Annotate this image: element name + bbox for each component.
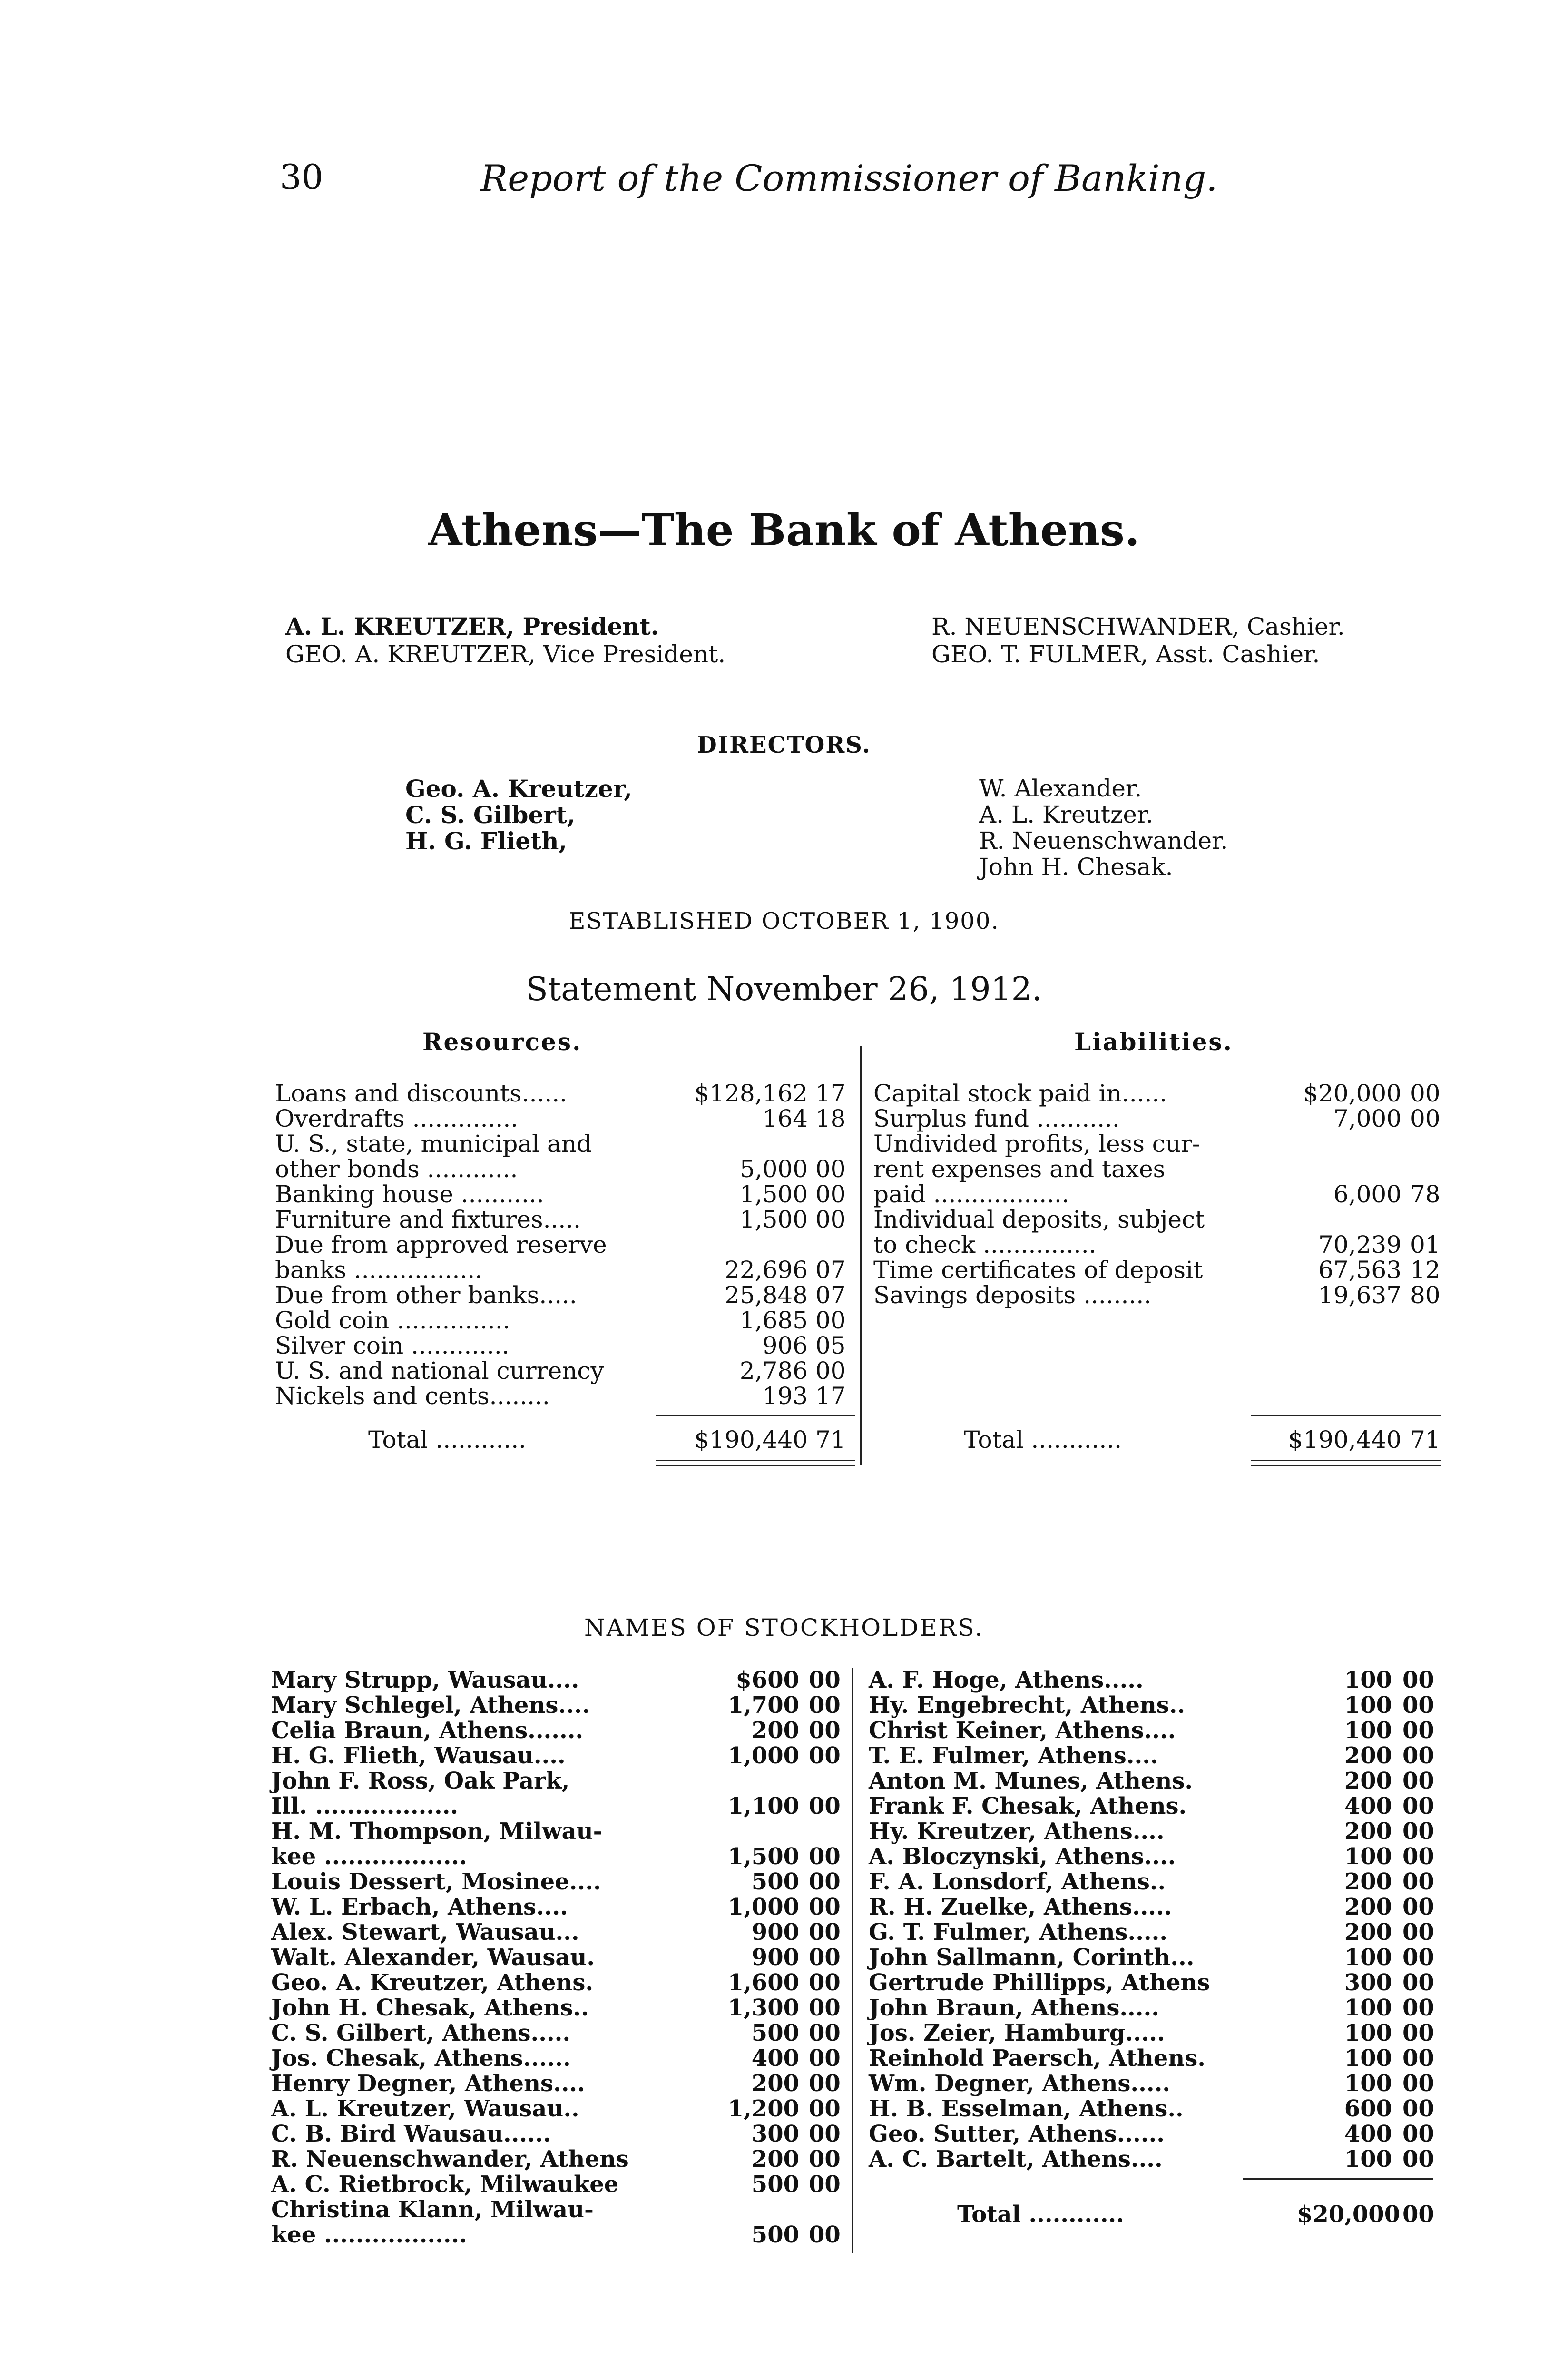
amount-dollars: 100 [1344,1843,1392,1870]
amount-cents: 00 [809,1793,841,1819]
resource-row [275,1131,855,1157]
stockholder-row [869,2147,1444,2172]
row-label: H. B. Esselman, Athens.. [869,2095,1184,2122]
director-name: R. Neuenschwander. [979,827,1228,855]
row-label: Overdrafts .............. [275,1105,519,1132]
row-label: Louis Dessert, Mosinee.... [271,1868,601,1895]
resource-row [275,1384,855,1409]
amount-dollars: 500 [751,2222,799,2248]
amount-dollars: 164 [762,1105,808,1132]
row-label: U. S., state, municipal and [275,1130,592,1158]
stockholders-heading: NAMES OF STOCKHOLDERS. [584,1614,984,1642]
stockholder-row [869,1794,1444,1819]
bank-title: Athens—The Bank of Athens. [428,504,1140,556]
amount-dollars: 900 [751,1919,799,1946]
established-date: ESTABLISHED OCTOBER 1, 1900. [568,908,1000,934]
amount-cents: 00 [809,1717,841,1744]
stockholder-row [869,2046,1444,2071]
amount-dollars: 200 [1344,1894,1392,1920]
amount-cents: 00 [1402,1818,1434,1845]
row-label: U. S. and national currency [275,1357,604,1385]
amount-cents: 00 [1410,1080,1441,1107]
stockholders-right-list [869,1668,1444,2172]
amount-cents: 01 [1410,1231,1441,1258]
amount-cents: 00 [1402,2146,1434,2173]
amount-cents: 00 [809,1868,841,1895]
stockholder-row [271,2222,847,2248]
amount-cents: 00 [809,2070,841,2097]
stockholder-row [271,1920,847,1945]
stockholder-row [271,2172,847,2197]
row-label: F. A. Lonsdorf, Athens.. [869,1868,1166,1895]
amount-cents: 00 [809,2222,841,2248]
row-label: John Sallmann, Corinth... [869,1944,1195,1971]
stockholder-row [869,2096,1444,2122]
amount-dollars: 70,239 [1318,1231,1401,1258]
director-name: H. G. Flieth, [405,827,567,855]
stockholder-row [869,1819,1444,1844]
stockholders-total [869,2202,1444,2227]
stockholder-row [271,1718,847,1743]
amount-cents: 00 [1402,1969,1434,1996]
row-label: banks ................. [275,1256,483,1284]
resource-row [275,1081,855,1106]
amount-dollars: $128,162 [694,1080,808,1107]
row-label: W. L. Erbach, Athens.... [271,1894,568,1920]
row-label: R. H. Zuelke, Athens..... [869,1894,1172,1920]
amount-dollars: 100 [1344,1692,1392,1719]
stockholder-row [271,1819,847,1844]
row-label: C. S. Gilbert, Athens..... [271,2020,571,2046]
amount-dollars: $20,000 [1303,1080,1401,1107]
stockholder-row [869,1668,1444,1693]
row-label: Anton M. Munes, Athens. [869,1768,1193,1794]
amount-dollars: 906 [762,1332,808,1359]
row-label: Frank F. Chesak, Athens. [869,1793,1187,1819]
amount-cents: 00 [1402,1742,1434,1769]
stockholder-row [271,1970,847,1996]
row-label: to check ............... [873,1231,1097,1258]
row-label: A. L. Kreutzer, Wausau.. [271,2095,579,2122]
row-label: paid .................. [873,1180,1069,1208]
row-label: Jos. Zeier, Hamburg..... [869,2020,1165,2046]
total-dollars: $20,000 [1297,2201,1401,2228]
total-label: Total ............ [964,1426,1122,1454]
amount-dollars: 1,500 [739,1206,808,1233]
row-label: Geo. Sutter, Athens...... [869,2121,1165,2147]
director-name: Geo. A. Kreutzer, [405,775,632,803]
amount-dollars: 100 [1344,1995,1392,2021]
stockholder-row [869,1844,1444,1869]
amount-dollars: 200 [751,2146,799,2173]
amount-dollars: 100 [1344,2070,1392,2097]
stockholder-row [271,2147,847,2172]
stockholder-row [271,1743,847,1769]
amount-cents: 00 [1410,1105,1441,1132]
amount-cents: 00 [809,1944,841,1971]
stockholder-row [869,1895,1444,1920]
stockholders-total-rule [1243,2178,1433,2180]
total-label: Total ............ [368,1426,527,1454]
total-cents: 00 [1402,2201,1434,2228]
stockholder-row [271,1668,847,1693]
liabilities-heading: Liabilities. [1074,1028,1233,1056]
resource-row [275,1157,855,1182]
amount-cents: 00 [1402,1717,1434,1744]
resources-heading: Resources. [422,1028,582,1056]
amount-dollars: 1,000 [727,1742,799,1769]
director-name: A. L. Kreutzer. [979,801,1154,828]
row-label: kee .................. [271,2222,467,2248]
row-label: Surplus fund ........... [873,1105,1120,1132]
row-label: Capital stock paid in...... [873,1080,1167,1107]
stockholders-divider [852,1668,853,2253]
amount-dollars: 500 [751,2171,799,2198]
director-name: John H. Chesak. [979,853,1173,881]
amount-dollars: 1,600 [727,1969,799,1996]
amount-cents: 00 [1402,1667,1434,1693]
resource-row [275,1182,855,1207]
amount-cents: 00 [809,2020,841,2046]
officer-president: A. L. KREUTZER, President. [285,612,659,640]
statement-heading: Statement November 26, 1912. [526,971,1042,1008]
amount-cents: 00 [809,1742,841,1769]
row-label: Wm. Degner, Athens..... [869,2070,1170,2097]
amount-dollars: 1,500 [727,1843,799,1870]
stockholder-row [271,2046,847,2071]
stockholder-row [271,1996,847,2021]
row-label: Jos. Chesak, Athens...... [271,2045,571,2072]
amount-cents: 00 [809,2121,841,2147]
resource-row [275,1207,855,1232]
amount-cents: 00 [809,1995,841,2021]
stockholder-row [271,1869,847,1895]
amount-cents: 00 [809,1667,841,1693]
amount-cents: 18 [815,1105,846,1132]
directors-right [979,776,1228,880]
amount-dollars: 100 [1344,1667,1392,1693]
amount-dollars: 900 [751,1944,799,1971]
amount-cents: 00 [1402,2095,1434,2122]
amount-cents: 00 [809,2095,841,2122]
liabilities-total [873,1427,1444,1453]
amount-dollars: 500 [751,1868,799,1895]
running-title: Report of the Commissioner of Banking. [480,157,1218,199]
amount-cents: 00 [815,1180,846,1208]
total-row [873,1427,1444,1453]
row-label: kee .................. [271,1843,467,1870]
row-label: rent expenses and taxes [873,1155,1166,1183]
row-label: Alex. Stewart, Wausau... [271,1919,579,1946]
total-row [275,1427,855,1453]
liability-row [873,1131,1444,1157]
amount-dollars: 200 [1344,1868,1392,1895]
row-label: Gold coin ............... [275,1307,510,1334]
amount-cents: 00 [815,1357,846,1385]
resources-double-rule [656,1460,855,1461]
row-label: A. F. Hoge, Athens..... [869,1667,1144,1693]
row-label: Walt. Alexander, Wausau. [271,1944,595,1971]
amount-dollars: 1,685 [739,1307,808,1334]
stockholder-row [869,1920,1444,1945]
stockholder-row [869,1769,1444,1794]
liability-row [873,1182,1444,1207]
stockholder-row [271,1693,847,1718]
row-label: Celia Braun, Athens....... [271,1717,584,1744]
row-label: Banking house ........... [275,1180,544,1208]
row-label: Hy. Kreutzer, Athens.... [869,1818,1165,1845]
amount-dollars: 200 [751,1717,799,1744]
liabilities-double-rule [1251,1460,1441,1461]
amount-dollars: 100 [1344,2146,1392,2173]
stockholder-row [271,2021,847,2046]
liability-row [873,1258,1444,1283]
stockholder-row [271,2096,847,2122]
resources-total-rule [656,1415,855,1416]
amount-dollars: 1,000 [727,1894,799,1920]
amount-dollars: 2,786 [739,1357,808,1385]
total-cents: 71 [815,1426,846,1454]
row-label: A. C. Rietbrock, Milwaukee [271,2171,619,2198]
liability-row [873,1232,1444,1258]
amount-dollars: 200 [1344,1742,1392,1769]
amount-dollars: 22,696 [725,1256,808,1284]
amount-dollars: 200 [1344,1919,1392,1946]
stockholder-row [869,1693,1444,1718]
amount-dollars: 300 [1344,1969,1392,1996]
stockholder-row [869,1996,1444,2021]
total-dollars: $190,440 [1288,1426,1401,1454]
amount-cents: 00 [815,1307,846,1334]
amount-cents: 00 [809,1843,841,1870]
row-label: H. M. Thompson, Milwau- [271,1818,603,1845]
amount-cents: 00 [809,1894,841,1920]
amount-cents: 00 [809,2045,841,2072]
liability-row [873,1207,1444,1232]
stockholder-row [869,2021,1444,2046]
amount-dollars: 200 [751,2070,799,2097]
officers-right [931,613,1345,668]
amount-dollars: 400 [751,2045,799,2072]
amount-cents: 00 [1402,1919,1434,1946]
liability-row [873,1081,1444,1106]
row-label: Ill. .................. [271,1793,459,1819]
row-label: Christina Klann, Milwau- [271,2196,594,2223]
amount-dollars: 1,300 [727,1995,799,2021]
amount-dollars: 100 [1344,2045,1392,2072]
row-label: G. T. Fulmer, Athens..... [869,1919,1168,1946]
row-label: T. E. Fulmer, Athens.... [869,1742,1158,1769]
amount-cents: 07 [815,1281,846,1309]
resource-row [275,1232,855,1258]
row-label: Individual deposits, subject [873,1206,1205,1233]
officer-vice-president: GEO. A. KREUTZER, Vice President. [285,640,726,668]
amount-dollars: 1,200 [727,2095,799,2122]
row-label: Silver coin ............. [275,1332,510,1359]
row-label: John Braun, Athens..... [869,1995,1159,2021]
amount-cents: 00 [1402,2020,1434,2046]
stockholder-row [271,2122,847,2147]
total-dollars: $190,440 [694,1426,808,1454]
amount-dollars: 200 [1344,1818,1392,1845]
officer-asst-cashier: GEO. T. FULMER, Asst. Cashier. [931,640,1320,668]
amount-dollars: 100 [1344,1944,1392,1971]
liability-row [873,1157,1444,1182]
amount-cents: 12 [1410,1256,1441,1284]
amount-dollars: $600 [735,1667,799,1693]
amount-cents: 00 [1402,2121,1434,2147]
stockholder-row [869,2122,1444,2147]
amount-cents: 00 [1402,1995,1434,2021]
amount-cents: 78 [1410,1180,1441,1208]
row-label: Due from approved reserve [275,1231,607,1258]
row-label: Mary Strupp, Wausau.... [271,1667,579,1693]
row-label: Gertrude Phillipps, Athens [869,1969,1210,1996]
resource-row [275,1106,855,1131]
amount-dollars: 1,700 [727,1692,799,1719]
liabilities-double-rule [1251,1465,1441,1466]
amount-dollars: 19,637 [1318,1281,1401,1309]
amount-dollars: 1,500 [739,1180,808,1208]
stockholder-row [271,1895,847,1920]
resource-row [275,1283,855,1308]
stockholder-row [869,1945,1444,1970]
liabilities-list [873,1081,1444,1308]
liability-row [873,1283,1444,1308]
total-cents: 71 [1410,1426,1441,1454]
amount-cents: 00 [1402,1843,1434,1870]
row-label: Christ Keiner, Athens.... [869,1717,1176,1744]
stockholder-row [271,1769,847,1794]
directors-left [405,776,632,854]
column-divider [860,1046,862,1465]
resource-row [275,1358,855,1384]
stockholder-row [271,1945,847,1970]
total-row [869,2202,1444,2227]
stockholder-row [869,1743,1444,1769]
amount-cents: 00 [1402,1868,1434,1895]
row-label: Time certificates of deposit [873,1256,1203,1284]
amount-dollars: 200 [1344,1768,1392,1794]
director-name: C. S. Gilbert, [405,801,576,829]
amount-cents: 00 [809,2171,841,2198]
amount-dollars: 400 [1344,1793,1392,1819]
row-label: Due from other banks..... [275,1281,577,1309]
amount-cents: 00 [1402,2070,1434,2097]
resource-row [275,1308,855,1333]
amount-cents: 00 [815,1206,846,1233]
row-label: Savings deposits ......... [873,1281,1152,1309]
officer-cashier: R. NEUENSCHWANDER, Cashier. [931,613,1345,640]
amount-cents: 00 [809,1692,841,1719]
resources-list [275,1081,855,1409]
amount-cents: 17 [815,1080,846,1107]
amount-dollars: 400 [1344,2121,1392,2147]
resource-row [275,1333,855,1358]
stockholder-row [869,2071,1444,2096]
amount-cents: 00 [1402,1894,1434,1920]
stockholder-row [869,1869,1444,1895]
row-label: A. C. Bartelt, Athens.... [869,2146,1163,2173]
officers-left [285,613,725,668]
amount-dollars: 5,000 [739,1155,808,1183]
amount-cents: 00 [1402,1944,1434,1971]
total-label: Total ............ [957,2201,1124,2228]
amount-cents: 00 [815,1155,846,1183]
amount-cents: 00 [1402,2045,1434,2072]
row-label: R. Neuenschwander, Athens [271,2146,629,2173]
stockholder-row [869,1970,1444,1996]
stockholder-row [271,1794,847,1819]
stockholders-left-list [271,1668,847,2248]
row-label: John H. Chesak, Athens.. [271,1995,589,2021]
row-label: Mary Schlegel, Athens.... [271,1692,590,1719]
amount-cents: 00 [1402,1768,1434,1794]
stockholder-row [271,2197,847,2222]
row-label: A. Bloczynski, Athens.... [869,1843,1176,1870]
amount-cents: 80 [1410,1281,1441,1309]
stockholder-row [869,1718,1444,1743]
liability-row [873,1106,1444,1131]
row-label: Henry Degner, Athens.... [271,2070,585,2097]
directors-heading: DIRECTORS. [697,732,871,758]
amount-dollars: 500 [751,2020,799,2046]
amount-dollars: 1,100 [727,1793,799,1819]
row-label: Geo. A. Kreutzer, Athens. [271,1969,594,1996]
row-label: C. B. Bird Wausau...... [271,2121,551,2147]
resources-double-rule [656,1465,855,1466]
amount-dollars: 600 [1344,2095,1392,2122]
row-label: John F. Ross, Oak Park, [271,1768,570,1794]
amount-dollars: 25,848 [725,1281,808,1309]
amount-cents: 05 [815,1332,846,1359]
amount-dollars: 300 [751,2121,799,2147]
row-label: Furniture and fixtures..... [275,1206,581,1233]
amount-cents: 00 [809,1919,841,1946]
amount-cents: 00 [809,2146,841,2173]
stockholder-row [271,2071,847,2096]
resources-total [275,1427,855,1453]
amount-cents: 00 [1402,1793,1434,1819]
director-name: W. Alexander. [979,775,1142,802]
amount-cents: 07 [815,1256,846,1284]
amount-cents: 00 [809,1969,841,1996]
stockholder-row [271,1844,847,1869]
amount-dollars: 67,563 [1318,1256,1401,1284]
liabilities-total-rule [1251,1415,1441,1416]
amount-cents: 00 [1402,1692,1434,1719]
page-number: 30 [280,157,323,197]
row-label: Undivided profits, less cur- [873,1130,1200,1158]
resource-row [275,1258,855,1283]
amount-dollars: 100 [1344,2020,1392,2046]
amount-dollars: 100 [1344,1717,1392,1744]
row-label: Nickels and cents........ [275,1382,550,1410]
amount-dollars: 7,000 [1333,1105,1401,1132]
row-label: H. G. Flieth, Wausau.... [271,1742,566,1769]
amount-dollars: 193 [762,1382,808,1410]
amount-dollars: 6,000 [1333,1180,1401,1208]
amount-cents: 17 [815,1382,846,1410]
row-label: other bonds ............ [275,1155,518,1183]
row-label: Loans and discounts...... [275,1080,568,1107]
row-label: Reinhold Paersch, Athens. [869,2045,1205,2072]
row-label: Hy. Engebrecht, Athens.. [869,1692,1186,1719]
